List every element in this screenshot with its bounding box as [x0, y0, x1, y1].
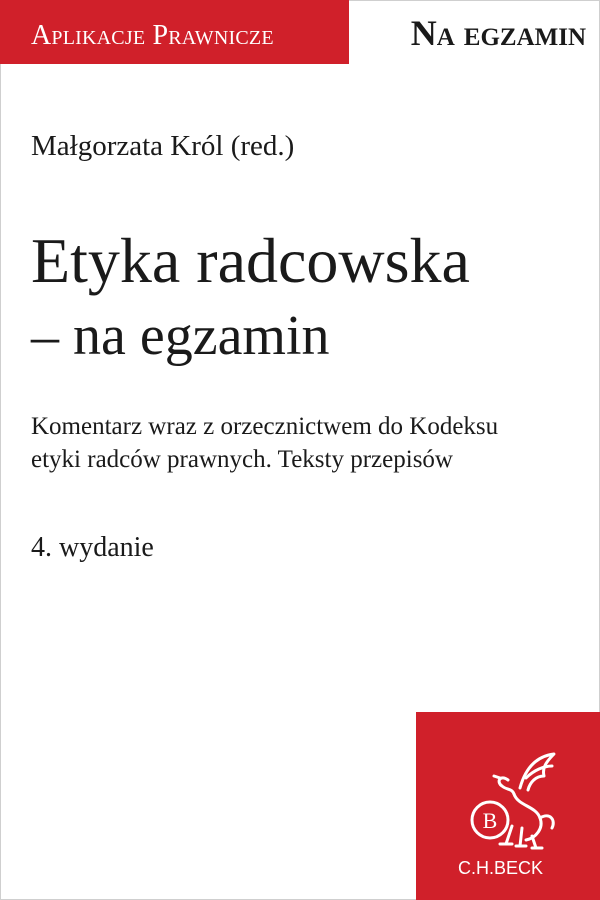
exam-tag: Na egzamin — [410, 13, 586, 53]
author: Małgorzata Król (red.) — [31, 130, 295, 162]
publisher-name: C.H.BECK — [458, 858, 544, 878]
series-label: Aplikacje Prawnicze — [31, 20, 274, 51]
book-title-line2: – na egzamin — [31, 305, 330, 367]
publisher-box — [416, 712, 600, 900]
book-title-line1: Etyka radcowska — [31, 225, 470, 296]
subtitle-line1: Komentarz wraz z orzecznictwem do Kodeksu — [31, 413, 499, 440]
griffin-logo-icon — [456, 748, 566, 858]
logo-letter: B — [482, 808, 498, 833]
series-band — [0, 0, 349, 64]
subtitle-line2: etyki radców prawnych. Teksty przepisów — [31, 446, 453, 473]
book-subtitle — [31, 410, 576, 476]
edition: 4. wydanie — [31, 532, 154, 563]
